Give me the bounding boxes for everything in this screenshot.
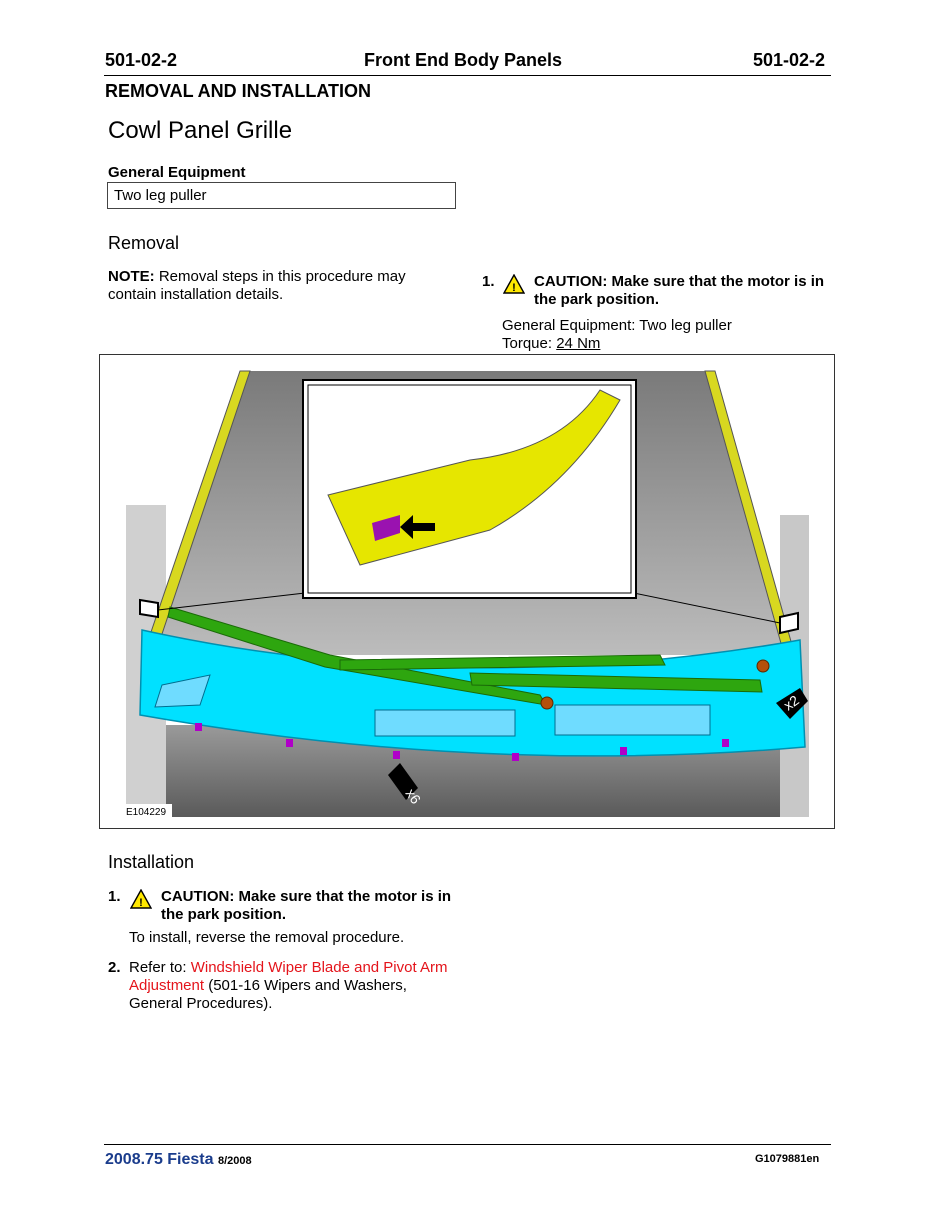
callout-bottom: x6 [402,785,425,807]
caution-icon [503,274,525,294]
footer-date: 8/2008 [217,1155,252,1167]
header-section-left: 501-02-2 [105,50,178,70]
cowl-vent-left [375,710,515,736]
removal-heading: Removal [108,233,180,253]
caution-icon [130,889,152,909]
side-clip-right [780,613,798,633]
refer-to-label: Refer to: [129,959,187,976]
installation-step1-number: 1. [108,888,121,905]
footer-model [105,1151,252,1169]
pivot-nut-left [541,697,553,709]
equipment-item: Two leg puller [114,187,207,204]
clip-5 [620,747,627,755]
general-equipment-label: General Equipment [108,164,246,181]
figure-id: E104229 [126,807,167,818]
cowl-panel-illustration [100,355,834,828]
removal-step-equipment: General Equipment: Two leg puller [502,317,732,334]
footer-rule [104,1144,831,1145]
footer-doc-id: G1079881en [755,1153,820,1165]
refer-to-suffix: (501-16 Wipers and Washers, General Procedures). [129,977,407,1012]
side-clip-left [140,600,158,617]
installation-step2-number: 2. [108,959,121,976]
figure-frame [99,354,835,829]
removal-step-number: 1. [482,273,495,290]
pivot-nut-right [757,660,769,672]
page-title: Cowl Panel Grille [108,117,293,144]
torque-value[interactable]: 24 Nm [556,335,601,352]
note-text: Removal steps in this procedure may contain installation details. [108,268,406,303]
footer-model-name: 2008.75 Fiesta [105,1151,214,1168]
installation-step2-text [129,959,459,1013]
torque-label: Torque: [502,335,553,352]
callout-side: x2 [780,691,802,714]
note-label: NOTE: [108,268,155,285]
installation-step1-text: To install, reverse the removal procedure. [129,929,405,946]
wiper-adjustment-link[interactable]: Windshield Wiper Blade and Pivot Arm Adjustment [129,959,448,994]
header-section-right: 501-02-2 [753,50,826,70]
section-subtitle: REMOVAL AND INSTALLATION [105,81,371,101]
cowl-vent-right [555,705,710,735]
installation-step1-caution: CAUTION: Make sure that the motor is in the park position. [161,888,452,923]
installation-heading: Installation [108,852,195,872]
clip-6 [722,739,729,747]
header-rule [104,75,831,76]
removal-note [108,268,448,304]
clip-2 [286,739,293,747]
svg-text:!: ! [139,897,143,909]
equipment-table [107,182,456,209]
removal-step-torque [502,335,600,353]
clip-1 [195,723,202,731]
clip-3 [393,751,400,759]
removal-step-caution: CAUTION: Make sure that the motor is in the park position. [534,273,825,308]
svg-text:!: ! [512,282,516,294]
clip-4 [512,753,519,761]
header-title: Front End Body Panels [364,50,563,70]
